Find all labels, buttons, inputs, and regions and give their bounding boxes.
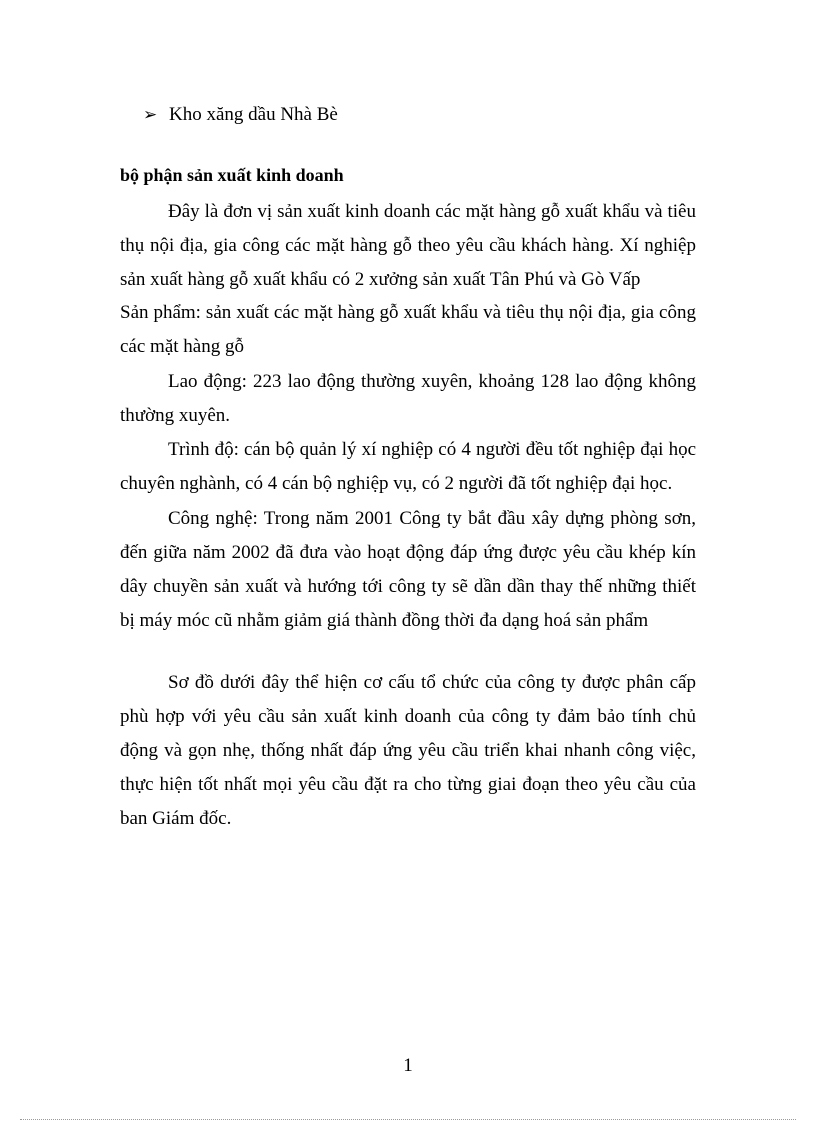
paragraph-technology: Công nghệ: Trong năm 2001 Công ty bắt đầu xây dựng phòng sơn, đến giữa năm 2002 đã đưa vào hoạt động đáp ứng được yêu cầu khép kín dây chuyền sản xuất và hướng tới công ty sẽ dần dần thay thế những thiết bị máy móc cũ nhằm giảm giá thành đồng thời đa dạng hoá sản phẩm xyxy=(120,508,696,631)
footer-divider xyxy=(20,1119,796,1120)
paragraph-qualification: Trình độ: cán bộ quản lý xí nghiệp có 4 người đều tốt nghiệp đại học chuyên nghành, có 4 cán bộ nghiệp vụ, có 2 người đã tốt nghiệp đại học. xyxy=(120,439,696,494)
paragraph-org-structure: Sơ đồ dưới đây thể hiện cơ cấu tổ chức của công ty được phân cấp phù hợp với yêu cầu sản xuất kinh doanh của công ty đảm bảo tính chủ động và gọn nhẹ, thống nhất đáp ứng yêu cầu triển khai nhanh công việc, thực hiện tốt nhất mọi yêu cầu đặt ra cho từng giai đoạn theo yêu cầu của ban Giám đốc. xyxy=(120,672,696,829)
paragraph-description: Đây là đơn vị sản xuất kinh doanh các mặt hàng gỗ xuất khẩu và tiêu thụ nội địa, gia công các mặt hàng gỗ theo yêu cầu khách hàng. Xí nghiệp sản xuất hàng gỗ xuất khẩu có 2 xưởng sản xuất Tân Phú và Gò Vấp xyxy=(120,201,696,290)
paragraph-products: Sản phẩm: sản xuất các mặt hàng gỗ xuất khẩu và tiêu thụ nội địa, gia công các mặt hàng gỗ xyxy=(120,302,696,357)
bullet-item xyxy=(143,102,338,128)
paragraph-labor: Lao động: 223 lao động thường xuyên, khoảng 128 lao động không thường xuyên. xyxy=(120,371,696,426)
bullet-item-text: Kho xăng dầu Nhà Bè xyxy=(169,104,338,125)
page-number: 1 xyxy=(403,1055,413,1076)
section-heading: bộ phận sản xuất kinh doanh xyxy=(120,165,344,185)
arrow-bullet-icon: ➢ xyxy=(143,105,158,124)
